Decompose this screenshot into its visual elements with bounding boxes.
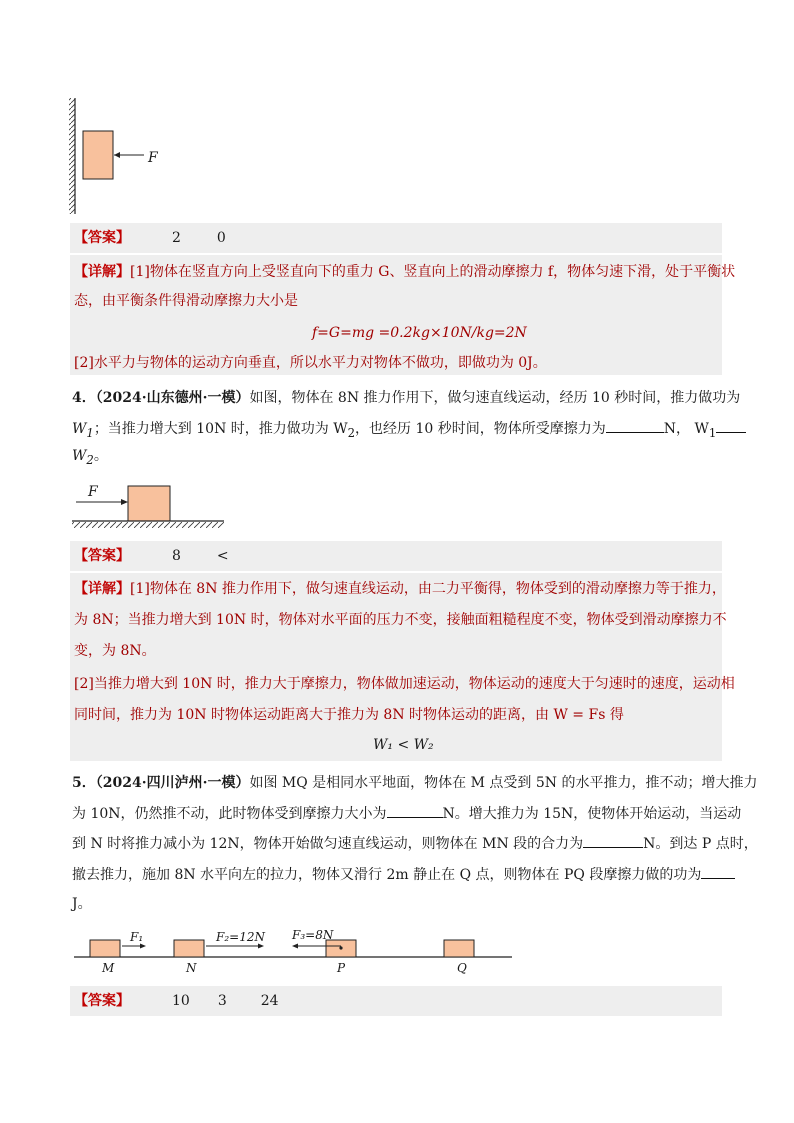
answer-value: < bbox=[216, 548, 229, 564]
q3-detail-line: [2]水平力与物体的运动方向垂直，所以水平力对物体不做功，即做功为 0J。 bbox=[74, 355, 547, 371]
q3-answer bbox=[74, 228, 226, 248]
question-text: N。到达 P 点时， bbox=[643, 836, 758, 852]
question-text: 撤去推力，施加 8N 水平向左的拉力，物体又滑行 2m 静止在 Q 点，则物体在 PQ 段摩擦力做的功为 bbox=[72, 867, 702, 883]
answer-tag: 【答案】 bbox=[74, 993, 130, 1009]
var-sub: 1 bbox=[708, 425, 717, 440]
q4-detail-line: 为 8N；当推力增大到 10N 时，物体对水平面的压力不变，接触面粗糙程度不变，物体受到滑动摩擦力不 bbox=[74, 612, 727, 628]
block-m bbox=[90, 940, 120, 957]
q4-answer bbox=[74, 546, 229, 566]
question-text: 到 N 时将推力减小为 12N，物体开始做匀速直线运动，则物体在 MN 段的合力为 bbox=[72, 836, 584, 852]
question-text: ；当推力增大到 10N 时，推力做功为 W bbox=[93, 421, 348, 437]
question-number: 4． bbox=[72, 390, 96, 406]
q5-line bbox=[72, 773, 757, 793]
q4-line bbox=[72, 418, 746, 443]
q3-detail-line: 态，由平衡条件得滑动摩擦力大小是 bbox=[74, 293, 298, 309]
force-origin-f3 bbox=[339, 946, 342, 949]
q4-detail-line: 变，为 8N。 bbox=[74, 643, 156, 659]
force-arrow-head bbox=[114, 152, 120, 158]
answer-value: 24 bbox=[260, 993, 279, 1009]
point-n-label: N bbox=[186, 961, 197, 975]
q4-detail-line: 同时间，推力为 10N 时物体运动距离大于推力为 8N 时物体运动的距离，由 W = Fs 得 bbox=[74, 707, 624, 723]
answer-tag: 【答案】 bbox=[74, 230, 130, 246]
var-sub: 2 bbox=[86, 452, 94, 467]
question-text: N， W bbox=[663, 421, 709, 437]
q5-line bbox=[72, 833, 758, 854]
q3-formula: f=G=mg =0.2kg×10N/kg=2N bbox=[312, 325, 527, 341]
q4-detail-line: [2]当推力增大到 10N 时，推力大于摩擦力，物体做加速运动，物体运动的速度大于匀速时的速度，运动相 bbox=[74, 676, 735, 692]
answer-value: 3 bbox=[217, 993, 227, 1009]
force-arrow-head bbox=[121, 499, 128, 505]
answer-value: 0 bbox=[216, 230, 226, 246]
answer-value: 8 bbox=[172, 548, 181, 564]
q4-detail-band bbox=[70, 573, 722, 761]
question-text: ，也经历 10 秒时间，物体所受摩擦力为 bbox=[355, 421, 606, 437]
detail-text: [1]物体在竖直方向上受竖直向下的重力 G、竖直向上的滑动摩擦力 f，物体匀速下滑，处于平衡状 bbox=[130, 264, 736, 280]
q4-formula: W₁ < W₂ bbox=[373, 737, 434, 753]
q5-answer bbox=[74, 991, 279, 1011]
ground-hatch bbox=[72, 522, 224, 528]
f1-label: F₁ bbox=[130, 930, 144, 944]
point-q-label: Q bbox=[457, 961, 467, 975]
answer-blank[interactable] bbox=[387, 803, 443, 818]
block-n bbox=[174, 940, 204, 957]
question-source: （2024·四川泸州·一模） bbox=[95, 775, 250, 791]
answer-blank[interactable] bbox=[583, 833, 643, 848]
detail-tag: 【详解】 bbox=[74, 264, 130, 280]
answer-blank[interactable] bbox=[701, 864, 735, 879]
var-w: W bbox=[72, 448, 87, 464]
answer-value: 10 bbox=[172, 993, 190, 1009]
answer-blank[interactable] bbox=[606, 418, 664, 433]
force-label: F bbox=[88, 484, 98, 500]
detail-tag: 【详解】 bbox=[74, 581, 130, 597]
answer-tag: 【答案】 bbox=[74, 548, 130, 564]
block bbox=[83, 131, 113, 179]
question-source: （2024·山东德州·一模） bbox=[95, 390, 250, 406]
q5-line: J。 bbox=[72, 896, 92, 912]
question-text: N。增大推力为 15N，使物体开始运动，当运动 bbox=[442, 806, 742, 822]
question-number: 5． bbox=[72, 775, 96, 791]
q5-line bbox=[72, 864, 735, 885]
q4-detail-line bbox=[74, 579, 726, 599]
point-m-label: M bbox=[102, 961, 115, 975]
q3-detail-line bbox=[74, 262, 735, 282]
question-text: 为 10N，仍然推不动，此时物体受到摩擦力大小为 bbox=[72, 806, 387, 822]
var-sub: 1 bbox=[86, 425, 94, 440]
var-sub: 2 bbox=[347, 425, 356, 440]
f3-label: F₃=8N bbox=[292, 928, 334, 942]
q4-line bbox=[72, 446, 108, 470]
q4-line bbox=[72, 388, 740, 408]
answer-blank[interactable] bbox=[716, 418, 746, 433]
detail-text: [1]物体在 8N 推力作用下，做匀速直线运动，由二力平衡得，物体受到的滑动摩擦力等于推力， bbox=[130, 581, 726, 597]
var-w: W bbox=[72, 421, 87, 437]
wall-hatch bbox=[69, 98, 75, 214]
question-text: 如图 MQ 是相同水平地面，物体在 M 点受到 5N 的水平推力，推不动；增大推力 bbox=[249, 775, 758, 791]
point-p-label: P bbox=[337, 961, 346, 975]
question-text: 。 bbox=[93, 448, 108, 464]
f2-label: F₂=12N bbox=[216, 930, 265, 944]
force-label: F bbox=[148, 150, 158, 166]
q5-line bbox=[72, 803, 741, 824]
block bbox=[128, 486, 170, 521]
question-text: 如图，物体在 8N 推力作用下，做匀速直线运动，经历 10 秒时间，推力做功为 bbox=[249, 390, 741, 406]
answer-value: 2 bbox=[172, 230, 181, 246]
block-q bbox=[444, 940, 474, 957]
